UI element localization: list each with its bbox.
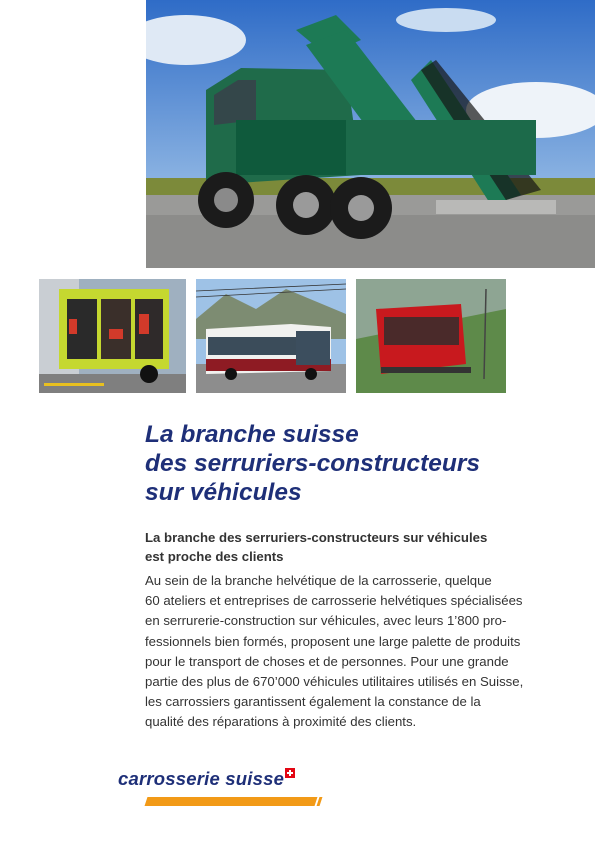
logo-underline-bar xyxy=(145,797,318,806)
lead-line: est proche des clients xyxy=(145,549,284,564)
body-paragraph xyxy=(145,571,565,733)
carrosserie-suisse-logo xyxy=(118,768,328,810)
title-line: des serruriers-constructeurs xyxy=(145,450,480,477)
body-line: qualité des réparations à proximité des clients. xyxy=(145,714,417,730)
logo-underline-accent xyxy=(317,797,323,806)
page-title xyxy=(145,420,565,507)
body-line: Au sein de la branche helvétique de la carrosserie, quelque xyxy=(145,573,492,588)
trolleybus-thumbnail xyxy=(196,279,346,393)
title-line: sur véhicules xyxy=(145,479,302,506)
body-line: partie des plus de 670’000 véhicules utilitaires utilisés en Suisse, xyxy=(145,674,524,690)
body-line: les carrossiers garantissent également la constance de la xyxy=(145,694,481,710)
body-line: 60 ateliers et entreprises de carrosserie helvétiques spécialisées xyxy=(145,593,523,609)
body-line: pour le transport de choses et de personnes. Pour une grande xyxy=(145,653,509,669)
lead-heading xyxy=(145,528,545,566)
body-line: en serrurerie-construction sur véhicules, avec leurs 1’800 pro- xyxy=(145,613,507,629)
lead-line: La branche des serruriers-constructeurs sur véhicules xyxy=(145,530,488,545)
title-line: La branche suisse xyxy=(145,421,359,448)
logo-wordmark: carrosserie suisse xyxy=(118,768,285,789)
swiss-cross-icon xyxy=(285,768,295,778)
fire-truck-thumbnail xyxy=(39,279,186,393)
hero-truck-image xyxy=(146,0,595,268)
mountain-railway-thumbnail xyxy=(356,279,506,393)
body-line: fessionnels bien formés, proposent une large palette de produits xyxy=(145,633,521,649)
